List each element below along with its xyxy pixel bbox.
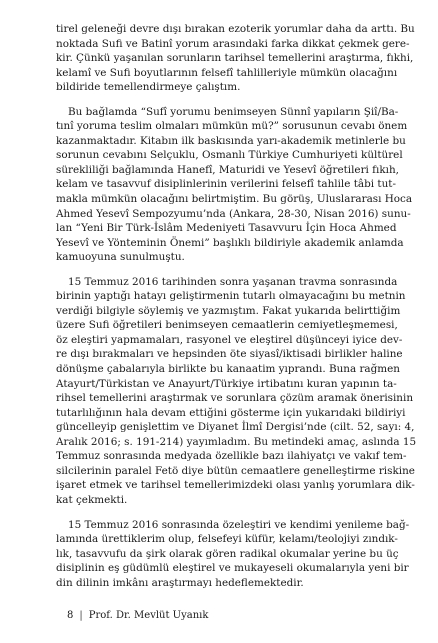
- text-line: verdiği bilgiyle söylemiş ve yazmıştım. Fakat yukarıda belirttiğim: [56, 304, 401, 317]
- paragraph-4: [56, 518, 410, 591]
- text-line: dönüşme çabalarıyla birlikte bu kanaatim yıprandı. Buna rağmen: [56, 363, 400, 376]
- text-line: rihsel temellerini araştırmak ve sorunlara çözüm aramak önerisinin: [56, 392, 414, 405]
- text-line: silcilerinin paralel Fetö diye bütün cemaatlere genelleştirme riskine: [56, 464, 415, 477]
- text-line: lık, tasavvufu da şirk olarak gören radikal okumalar yerine bu üç: [56, 547, 399, 560]
- text-line: lamında ürettiklerim olup, felsefeyi küfür, kelamı/teolojiyi zındık-: [56, 533, 398, 546]
- footer-separator: |: [79, 610, 83, 621]
- text-line: sürekliliği bağlamında Hanefî, Maturidi ve Yesevî öğretileri fıkıh,: [56, 163, 399, 176]
- text-line: lan “Yeni Bir Türk-İslâm Medeniyeti Tasavvuru İçin Hoca Ahmed: [56, 222, 397, 235]
- paragraph-3: [56, 275, 417, 508]
- text-line: noktada Sufi ve Batinî yorum arasındaki farka dikkat çekmek gere-: [56, 37, 410, 50]
- text-line: makla mümkün olacağını belirtmiştim. Bu görüş, Uluslararası Hoca: [56, 193, 413, 206]
- text-line: Atayurt/Türkistan ve Anayurt/Türkiye irtibatını kuran yapının ta-: [56, 377, 397, 390]
- text-line: kir. Çünkü yaşanılan sorunların tarihsel temellerini araştırma, fıkhi,: [56, 52, 414, 65]
- text-line: din dilinin imkânı araştırmayı hedeflemektedir.: [56, 576, 304, 589]
- body-text: [56, 22, 417, 590]
- text-line: bildiride temellendirmeye çalıştım.: [56, 81, 241, 94]
- text-line: tınî yoruma teslim olmaları mümkün mü?” sorusunun cevabı önem: [56, 120, 408, 133]
- text-line: birinin yaptığı hatayı geliştirmenin tutarlı olmayacağını bu metnin: [56, 290, 406, 303]
- text-line: tirel geleneği devre dışı bırakan ezoterik yorumlar daha da arttı. Bu: [56, 23, 415, 35]
- text-line: Ahmed Yesevî Sempozyumu’nda (Ankara, 28-30, Nisan 2016) sunu-: [56, 207, 411, 220]
- paragraph-1: [56, 22, 415, 95]
- text-line: 15 Temmuz 2016 tarihinden sonra yaşanan travma sonrasında: [68, 275, 398, 288]
- page-number: 8: [67, 610, 74, 621]
- text-line: kamuoyuna sunulmuştu.: [56, 251, 185, 264]
- page-footer: [67, 610, 208, 622]
- paragraph-2: [56, 105, 413, 265]
- text-line: işaret etmek ve tarihsel temellerimizdeki olası yanlış yorumlara dik-: [56, 479, 415, 492]
- running-author: Prof. Dr. Mevlüt Uyanık: [88, 610, 209, 621]
- text-line: kelamî ve Sufi boyutlarının felsefî tahlilleriyle mümkün olacağını: [56, 66, 398, 79]
- text-line: Aralık 2016; s. 191-214) yayımladım. Bu metindeki amaç, aslında 15: [56, 435, 417, 448]
- text-line: 15 Temmuz 2016 sonrasında özeleştiri ve kendimi yenileme bağ-: [68, 518, 410, 531]
- text-line: disiplinin eş güdümlü eleştirel ve mukayeseli okumalarıyla yeni bir: [56, 562, 409, 575]
- text-line: öz eleştiri yapmamaları, rasyonel ve eleştirel düşünceyi iyice dev-: [56, 333, 403, 346]
- text-line: Temmuz sonrasında medyada özellikle bazı ilahiyatçı ve vakıf tem-: [56, 450, 407, 463]
- text-line: kat çekmekti.: [56, 493, 128, 506]
- text-line: kazanmaktadır. Kitabın ilk baskısında yarı-akademik metinlerle bu: [56, 134, 406, 147]
- text-line: güncelleyip genişlettim ve Diyanet İlmî Dergisi’nde (cilt. 52, sayı: 4,: [56, 421, 415, 434]
- text-line: üzere Sufi öğretileri benimseyen cemaatlerin cemiyetleşmemesi,: [56, 319, 398, 332]
- text-line: re dışı bırakmaları ve hepsinden öte siyasî/iktisadi birlikler haline: [56, 348, 403, 361]
- text-line: Yesevî ve Yönteminin Önemi” başlıklı bildiriyle akademik anlamda: [56, 236, 404, 249]
- text-line: kelam ve tasavvuf disiplinlerinin verilerini felsefî tahlile tâbi tut-: [56, 178, 396, 191]
- text-line: sorunun cevabını Selçuklu, Osmanlı Türkiye Cumhuriyeti kültürel: [56, 149, 403, 162]
- text-line: Bu bağlamda “Sufî yorumu benimseyen Sünnî yapıların Şiî/Ba-: [68, 105, 399, 118]
- text-line: tutarlılığının hala devam ettiğini gösterme için yukarıdaki bildiriyi: [56, 406, 406, 419]
